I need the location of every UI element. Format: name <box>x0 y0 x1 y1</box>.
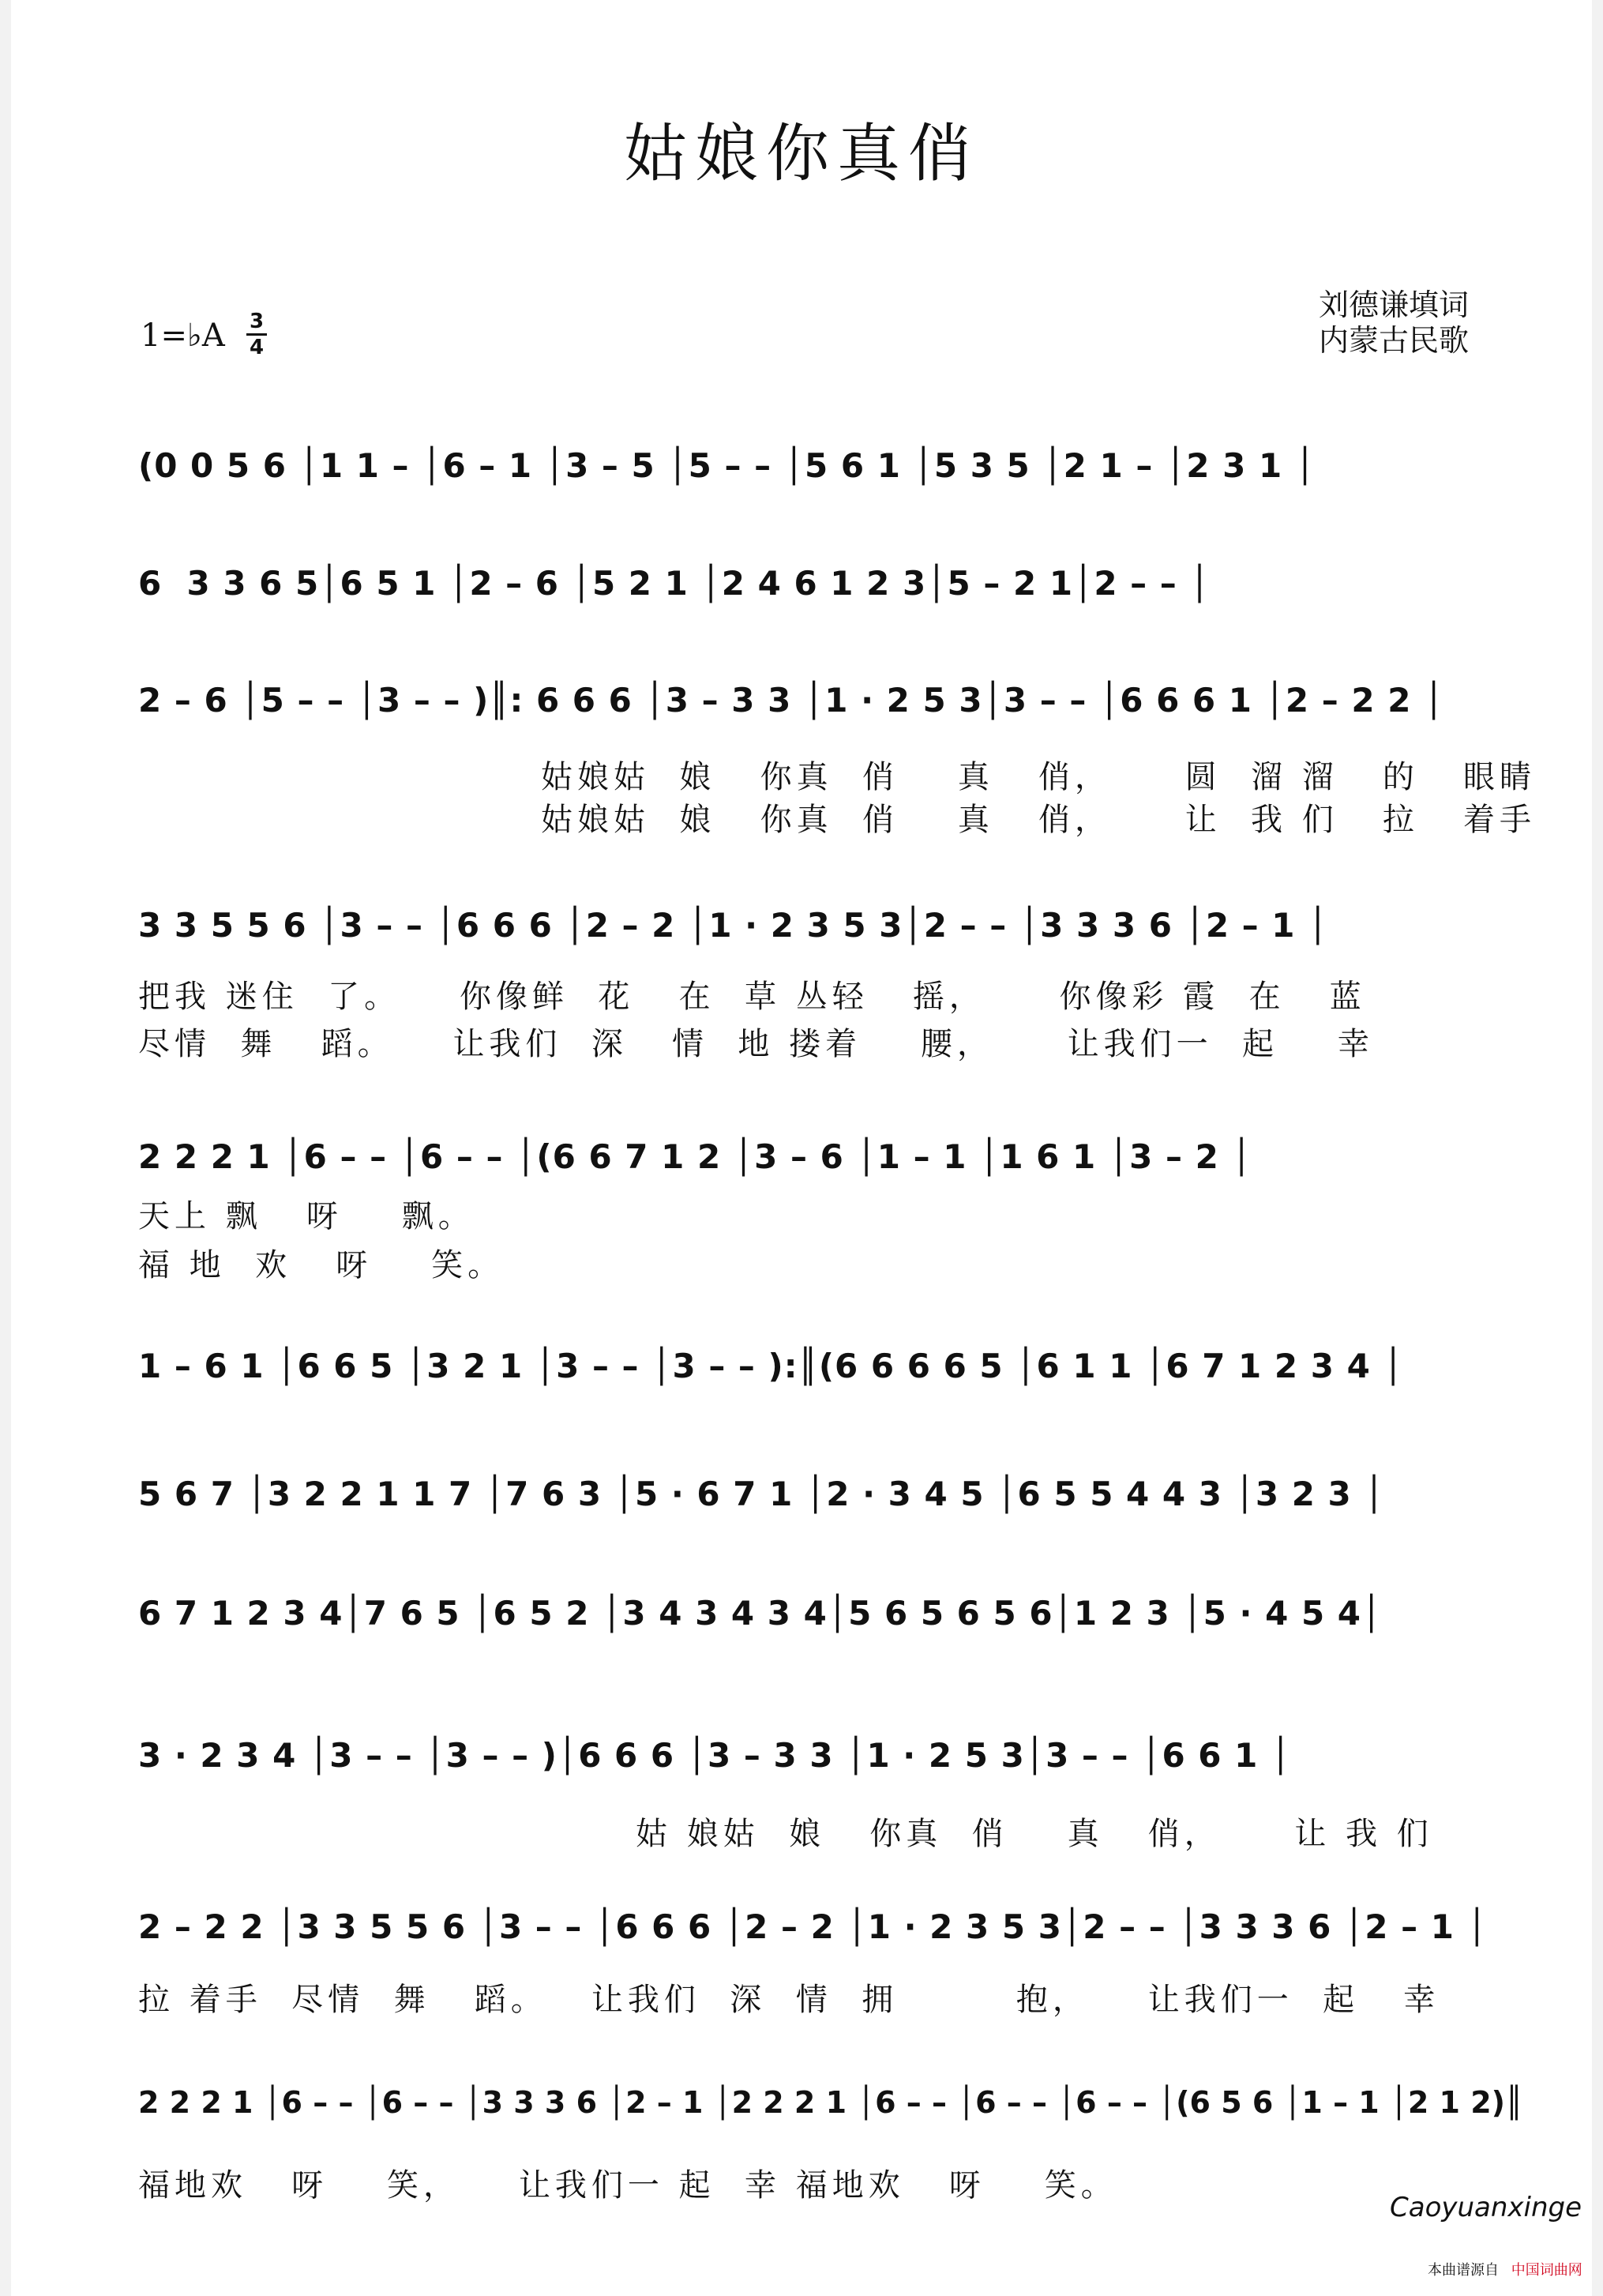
notation-line-7: 5 6 7 │3 2 2 1 1 7 │7 6 3 │5 · 6 7 1 │2 · 3 4 5 │6 5 5 4 4 3 │3 2 3 │ <box>138 1475 1385 1513</box>
origin-credit: 内蒙古民歌 <box>1319 323 1470 358</box>
notation-line-4: 3 3 5 5 6 │3 – – │6 6 6 │2 – 2 │1 · 2 3 5 3│2 – – │3 3 3 6 │2 – 1 │ <box>138 906 1329 945</box>
lyricist-credit: 刘德谦填词 <box>1319 287 1470 322</box>
song-title: 姑娘你真俏 <box>624 117 979 190</box>
lyric-line-4-verse-2: 尽情 舞 蹈。 让我们 深 情 地 搂着 腰， 让我们一 起 幸 <box>138 1026 1374 1062</box>
footer-source-label: 本曲谱源自 <box>1428 2262 1499 2279</box>
notation-line-5: 2 2 2 1 │6 – – │6 – – │(6 6 7 1 2 │3 – 6 │1 – 1 │1 6 1 │3 – 2 │ <box>138 1137 1252 1176</box>
notation-line-8: 6 7 1 2 3 4│7 6 5 │6 5 2 │3 4 3 4 3 4│5 6 5 6 5 6│1 2 3 │5 · 4 5 4│ <box>138 1594 1383 1633</box>
notation-line-9: 3 · 2 3 4 │3 – – │3 – – )│6 6 6 │3 – 3 3 │1 · 2 5 3│3 – – │6 6 1 │ <box>138 1736 1292 1775</box>
notation-line-11: 2 2 2 1 │6 – – │6 – – │3 3 3 6 │2 – 1 │2 2 2 1 │6 – – │6 – – │6 – – │(6 5 6 │1 – 1 │2 1 2)║ <box>138 2085 1523 2120</box>
lyric-line-3-verse-1: 姑娘姑 娘 你真 俏 真 俏， 圆 溜 溜 的 眼睛 <box>541 759 1537 795</box>
footer-source <box>1428 2259 1582 2279</box>
time-signature-top: 3 <box>249 310 265 333</box>
lyric-line-10-verse-1: 拉 着手 尽情 舞 蹈。 让我们 深 情 拥 抱， 让我们一 起 幸 <box>138 1982 1440 2018</box>
lyric-line-5-verse-2: 福 地 欢 呀 笑。 <box>138 1247 505 1283</box>
notation-line-1: (0 0 5 6 │1 1 – │6 – 1 │3 – 5 │5 – – │5 6 1 │5 3 5 │2 1 – │2 3 1 │ <box>138 446 1316 485</box>
notation-line-2: 6 3 3 6 5│6 5 1 │2 – 6 │5 2 1 │2 4 6 1 2 3│5 – 2 1│2 – – │ <box>138 564 1211 603</box>
notation-line-10: 2 – 2 2 │3 3 5 5 6 │3 – – │6 6 6 │2 – 2 │1 · 2 3 5 3│2 – – │3 3 3 6 │2 – 1 │ <box>138 1907 1488 1946</box>
lyric-line-5-verse-1: 天上 飘 呀 飘。 <box>138 1198 475 1234</box>
lyric-line-3-verse-2: 姑娘姑 娘 你真 俏 真 俏， 让 我 们 拉 着手 <box>541 802 1537 838</box>
right-margin-strip <box>1592 0 1603 2296</box>
lyric-line-11-verse-1: 福地欢 呀 笑， 让我们一 起 幸 福地欢 呀 笑。 <box>138 2167 1117 2204</box>
time-signature-bottom: 4 <box>246 333 267 359</box>
lyric-line-4-verse-1: 把我 迷住 了。 你像鲜 花 在 草 丛轻 摇， 你像彩 霞 在 蓝 <box>138 979 1366 1015</box>
notation-line-3: 2 – 6 │5 – – │3 – – )║: 6 6 6 │3 – 3 3 │1 · 2 5 3│3 – – │6 6 6 1 │2 – 2 2 │ <box>138 681 1445 720</box>
left-margin-strip <box>0 0 11 2296</box>
brand-watermark: Caoyuanxinge <box>1390 2192 1582 2223</box>
key-signature: 1=♭A <box>141 318 225 354</box>
lyric-line-9-verse-1: 姑 娘姑 娘 你真 俏 真 俏， 让 我 们 <box>636 1816 1433 1852</box>
footer-site-link[interactable]: 中国词曲网 <box>1511 2262 1582 2279</box>
notation-line-6: 1 – 6 1 │6 6 5 │3 2 1 │3 – – │3 – – ):║(6 6 6 6 5 │6 1 1 │6 7 1 2 3 4 │ <box>138 1347 1404 1385</box>
time-signature <box>246 310 267 359</box>
